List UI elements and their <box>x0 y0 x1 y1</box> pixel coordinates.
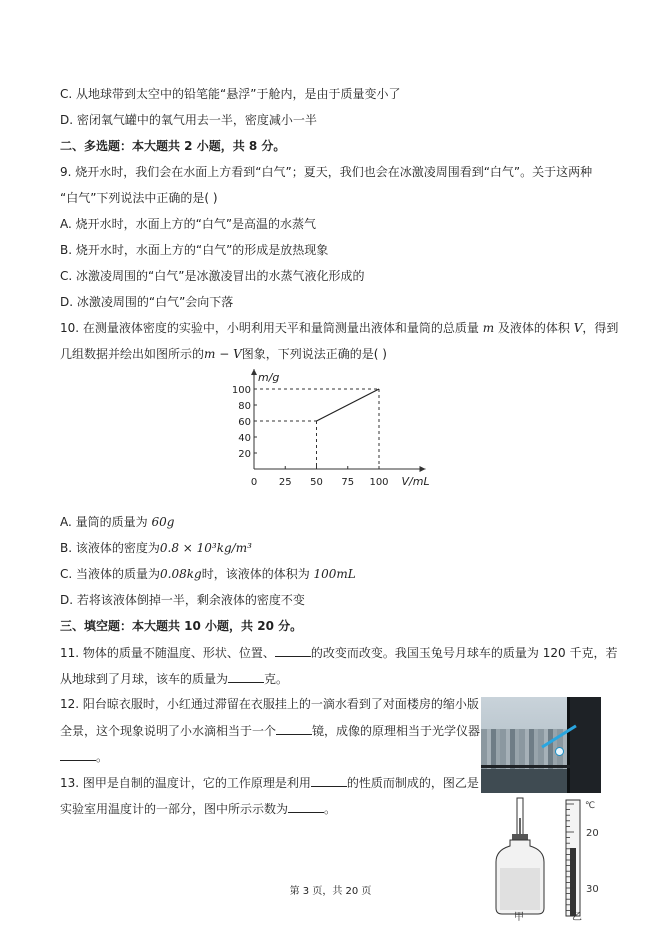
q11-text-a: 11. 物体的质量不随温度、形状、位置、 <box>60 646 275 660</box>
question-9-option-b: B. 烧开水时，水面上方的“白气”的形成是放热现象 <box>60 243 329 257</box>
q10a-text: A. 量筒的质量为 <box>60 515 152 529</box>
stopper <box>512 834 528 840</box>
photo-droplet <box>555 747 564 756</box>
data-line <box>317 389 380 421</box>
question-9-option-a: A. 烧开水时，水面上方的“白气”是高温的水蒸气 <box>60 217 317 231</box>
q10-text-e: 图象，下列说法正确的是( ) <box>241 347 387 361</box>
q10-symbol-v: V <box>573 321 583 335</box>
unit-celsius: ℃ <box>585 801 596 811</box>
x-tick-label: 50 <box>310 477 323 488</box>
q10-text-d: 几组数据并绘出如图所示的 <box>60 347 205 361</box>
question-12-stem-end <box>60 748 108 765</box>
option-c-pencil: C. 从地球带到太空中的铅笔能“悬浮”于舱内，是由于质量变小了 <box>60 87 401 101</box>
q10c-value1: 0.08kg <box>160 567 202 581</box>
q10b-text: B. 该液体的密度为 <box>60 541 160 555</box>
q13-text-a: 13. 图甲是自制的温度计，它的工作原理是利用 <box>60 776 311 790</box>
q10c-text1: C. 当液体的质量为 <box>60 567 161 581</box>
question-11-stem-cont <box>60 670 288 687</box>
q11-text-d: 克。 <box>264 672 289 686</box>
page-footer: 第 3 页，共 20 页 <box>289 886 372 897</box>
photo-railing-bar <box>481 765 601 768</box>
y-tick-label: 20 <box>238 449 251 460</box>
q10-symbol-m: m <box>482 321 495 335</box>
x-axis-arrow <box>420 466 426 472</box>
q12-text-a: 全景，这个现象说明了小水滴相当于一个 <box>60 724 277 738</box>
y-axis-arrow <box>251 369 257 375</box>
q11-text-c: 从地球到了月球，该车的质量为 <box>60 672 229 686</box>
q12-text-c: 。 <box>96 750 109 764</box>
question-10-stem-cont <box>60 346 387 362</box>
question-10-option-a <box>60 514 174 530</box>
q11-text-b: 的改变而改变。我国玉兔号月球车的质量为 120 千克，若 <box>310 646 618 660</box>
x-axis-label: V/mL <box>401 475 430 488</box>
option-d-oxygen: D. 密闭氧气罐中的氧气用去一半，密度减小一半 <box>60 113 317 127</box>
y-tick-label: 100 <box>231 385 251 396</box>
x-tick-label: 100 <box>369 477 389 488</box>
tick-label-30: 30 <box>586 884 599 895</box>
question-13-stem-cont <box>60 800 336 817</box>
photo-buildings <box>481 729 581 769</box>
question-13-stem <box>60 774 479 791</box>
q11-blank-1[interactable] <box>275 644 311 657</box>
x-tick-label: 0 <box>250 477 258 488</box>
q10a-value: 60g <box>151 515 175 529</box>
m-v-graph <box>228 362 428 498</box>
q13-blank-2[interactable] <box>288 800 324 813</box>
q13-text-c: 实验室用温度计的一部分，图中所示示数为 <box>60 802 289 816</box>
q12-blank-1[interactable] <box>276 722 312 735</box>
y-tick-label: 60 <box>238 417 251 428</box>
question-10-option-b <box>60 540 252 556</box>
photo-railing <box>567 697 601 793</box>
thermometer-figures <box>488 796 618 922</box>
section-heading-multiple-choice: 二、多选题：本大题共 2 小题，共 8 分。 <box>60 139 286 153</box>
homemade-thermometer <box>496 798 544 923</box>
q10c-value2: 100mL <box>313 567 356 581</box>
question-11-stem <box>60 644 617 661</box>
tick-label-20: 20 <box>586 828 599 839</box>
question-10-option-c <box>60 566 356 582</box>
q10-text-c: ，得到 <box>582 321 619 335</box>
y-tick-label: 80 <box>238 401 251 412</box>
lab-thermometer <box>566 800 599 923</box>
water-droplet-photo <box>481 697 601 793</box>
label-jia: 甲 <box>514 912 524 923</box>
question-10-option-d: D. 若将该液体倒掉一半，剩余液体的密度不变 <box>60 593 305 607</box>
q10c-text2: 时，该液体的体积为 <box>201 567 314 581</box>
question-9-stem-cont: “白气”下列说法中正确的是( ) <box>60 191 218 205</box>
x-tick-label: 25 <box>278 477 292 488</box>
question-9-option-d: D. 冰激凌周围的“白气”会向下落 <box>60 295 234 309</box>
label-yi: 乙 <box>572 912 582 923</box>
q12-text-b: 镜，成像的原理相当于光学仪器 <box>312 724 481 738</box>
question-9-stem: 9. 烧开水时，我们会在水面上方看到“白气”；夏天，我们也会在冰激凌周围看到“白气”。关于这两种 <box>60 165 593 179</box>
q12-blank-2[interactable] <box>60 748 96 761</box>
q13-text-d: 。 <box>324 802 337 816</box>
q10-text-a: 10. 在测量液体密度的实验中，小明利用天平和量筒测量出液体和量筒的总质量 <box>60 321 483 335</box>
q13-blank-1[interactable] <box>311 774 347 787</box>
y-axis-label: m/g <box>258 371 280 384</box>
q11-blank-2[interactable] <box>228 670 264 683</box>
q10b-value: 0.8 × 10³kg/m³ <box>159 541 252 555</box>
question-10-stem <box>60 320 618 336</box>
question-12-stem: 12. 阳台晾衣服时，小红通过滞留在衣服挂上的一滴水看到了对面楼房的缩小版 <box>60 697 479 711</box>
y-tick-label: 40 <box>238 433 251 444</box>
x-tick-label: 75 <box>341 477 355 488</box>
q10-formula: m − V <box>204 347 242 361</box>
q10-text-b: 及液体的体积 <box>494 321 574 335</box>
section-heading-fill-in: 三、填空题：本大题共 10 小题，共 20 分。 <box>60 619 303 633</box>
q13-text-b: 的性质而制成的，图乙是 <box>346 776 479 790</box>
question-12-stem-cont <box>60 722 480 739</box>
question-9-option-c: C. 冰激凌周围的“白气”是冰激凌冒出的水蒸气液化形成的 <box>60 269 365 283</box>
